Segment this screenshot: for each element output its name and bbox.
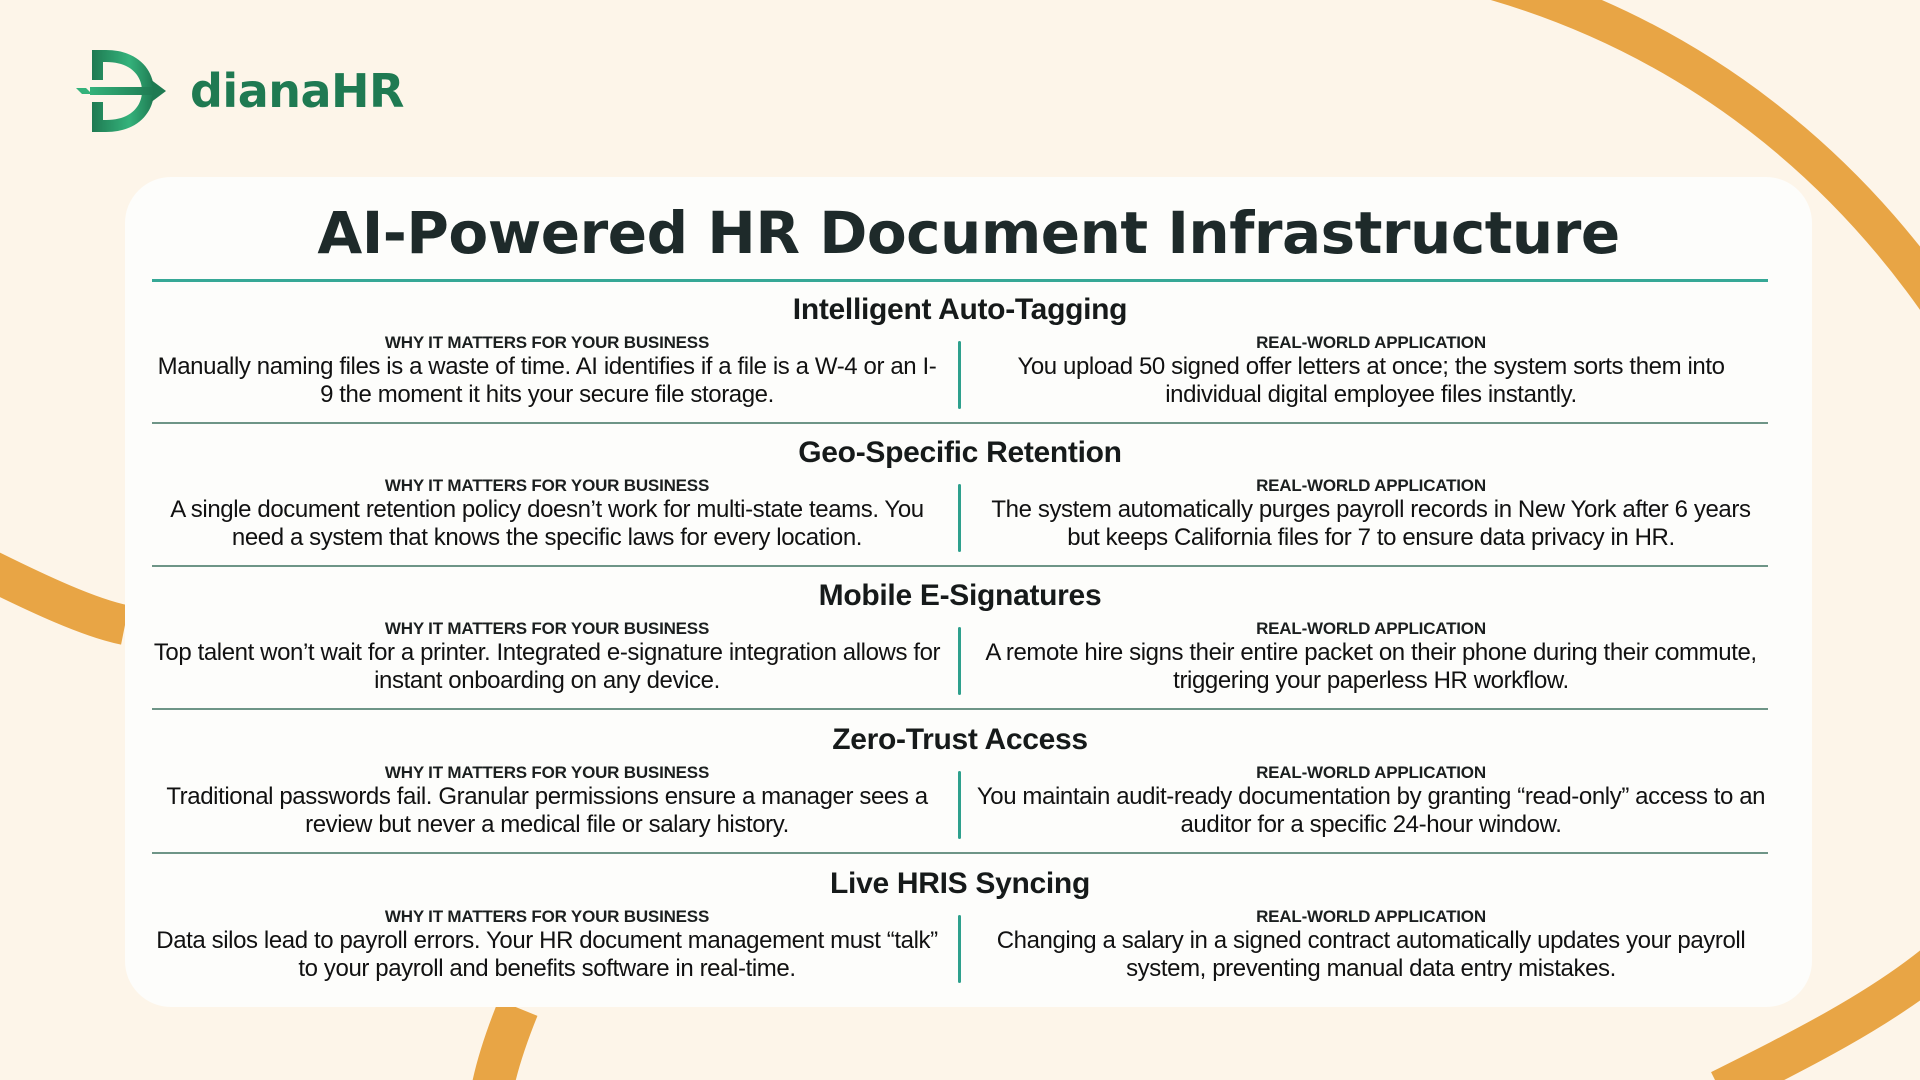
application-column <box>974 476 1768 552</box>
application-text: You upload 50 signed offer letters at once; the system sorts them into individual digital employee files instantly. <box>1017 353 1725 408</box>
section-mobile-esignatures <box>152 567 1768 710</box>
why-column <box>152 619 942 695</box>
why-column <box>152 907 942 983</box>
section-title: Live HRIS Syncing <box>830 867 1090 900</box>
section-hris-syncing <box>152 855 1768 998</box>
why-text: Traditional passwords fail. Granular permissions ensure a manager sees a review but never a medical file or salary history. <box>166 783 928 838</box>
application-label: REAL-WORLD APPLICATION <box>1256 619 1486 638</box>
why-text: Manually naming files is a waste of time. AI identifies if a file is a W-4 or an I-9 the moment it hits your secure file storage. <box>157 353 937 408</box>
why-text: Top talent won’t wait for a printer. Integrated e-signature integration allows for instant onboarding on any device. <box>153 639 941 694</box>
application-text: A remote hire signs their entire packet on their phone during their commute, triggering your paperless HR workflow. <box>985 639 1757 694</box>
why-column <box>152 476 942 552</box>
section-title: Intelligent Auto-Tagging <box>792 293 1128 326</box>
application-label: REAL-WORLD APPLICATION <box>1256 333 1486 352</box>
brand-logo <box>76 46 404 136</box>
why-text: Data silos lead to payroll errors. Your HR document management must “talk” to your payroll and benefits software in real-time. <box>156 927 938 982</box>
why-label: WHY IT MATTERS FOR YOUR BUSINESS <box>384 907 710 926</box>
section-zero-trust <box>152 711 1768 854</box>
why-label: WHY IT MATTERS FOR YOUR BUSINESS <box>384 763 710 782</box>
application-label: REAL-WORLD APPLICATION <box>1256 907 1486 926</box>
column-divider <box>958 341 961 409</box>
column-divider <box>958 771 961 839</box>
section-auto-tagging <box>152 281 1768 424</box>
section-geo-retention <box>152 424 1768 567</box>
column-divider <box>958 484 961 552</box>
brand-name: dianaHR <box>190 64 404 118</box>
why-label: WHY IT MATTERS FOR YOUR BUSINESS <box>384 619 710 638</box>
application-label: REAL-WORLD APPLICATION <box>1256 476 1486 495</box>
column-divider <box>958 627 961 695</box>
application-label: REAL-WORLD APPLICATION <box>1256 763 1486 782</box>
section-title: Geo-Specific Retention <box>798 436 1122 469</box>
column-divider <box>958 915 961 983</box>
section-title: Zero-Trust Access <box>832 723 1088 756</box>
application-text: Changing a salary in a signed contract automatically updates your payroll system, preventing manual data entry mistakes. <box>996 927 1746 982</box>
application-column <box>974 907 1768 983</box>
why-label: WHY IT MATTERS FOR YOUR BUSINESS <box>384 333 710 352</box>
application-column <box>974 619 1768 695</box>
why-column <box>152 333 942 409</box>
why-text: A single document retention policy doesn’t work for multi-state teams. You need a system that knows the specific laws for every location. <box>170 496 924 551</box>
why-column <box>152 763 942 839</box>
section-title: Mobile E-Signatures <box>818 579 1102 612</box>
application-text: You maintain audit-ready documentation by granting “read-only” access to an auditor for a specific 24-hour window. <box>976 783 1766 838</box>
section-divider <box>152 708 1768 710</box>
application-column <box>974 333 1768 409</box>
application-column <box>974 763 1768 839</box>
infographic-card <box>125 177 1812 1007</box>
section-divider <box>152 852 1768 854</box>
page-title: AI-Powered HR Document Infrastructure <box>317 199 1620 267</box>
bow-arrow-d-icon <box>76 46 176 136</box>
application-text: The system automatically purges payroll records in New York after 6 years but keeps California files for 7 to ensure data privacy in HR. <box>991 496 1751 551</box>
why-label: WHY IT MATTERS FOR YOUR BUSINESS <box>384 476 710 495</box>
